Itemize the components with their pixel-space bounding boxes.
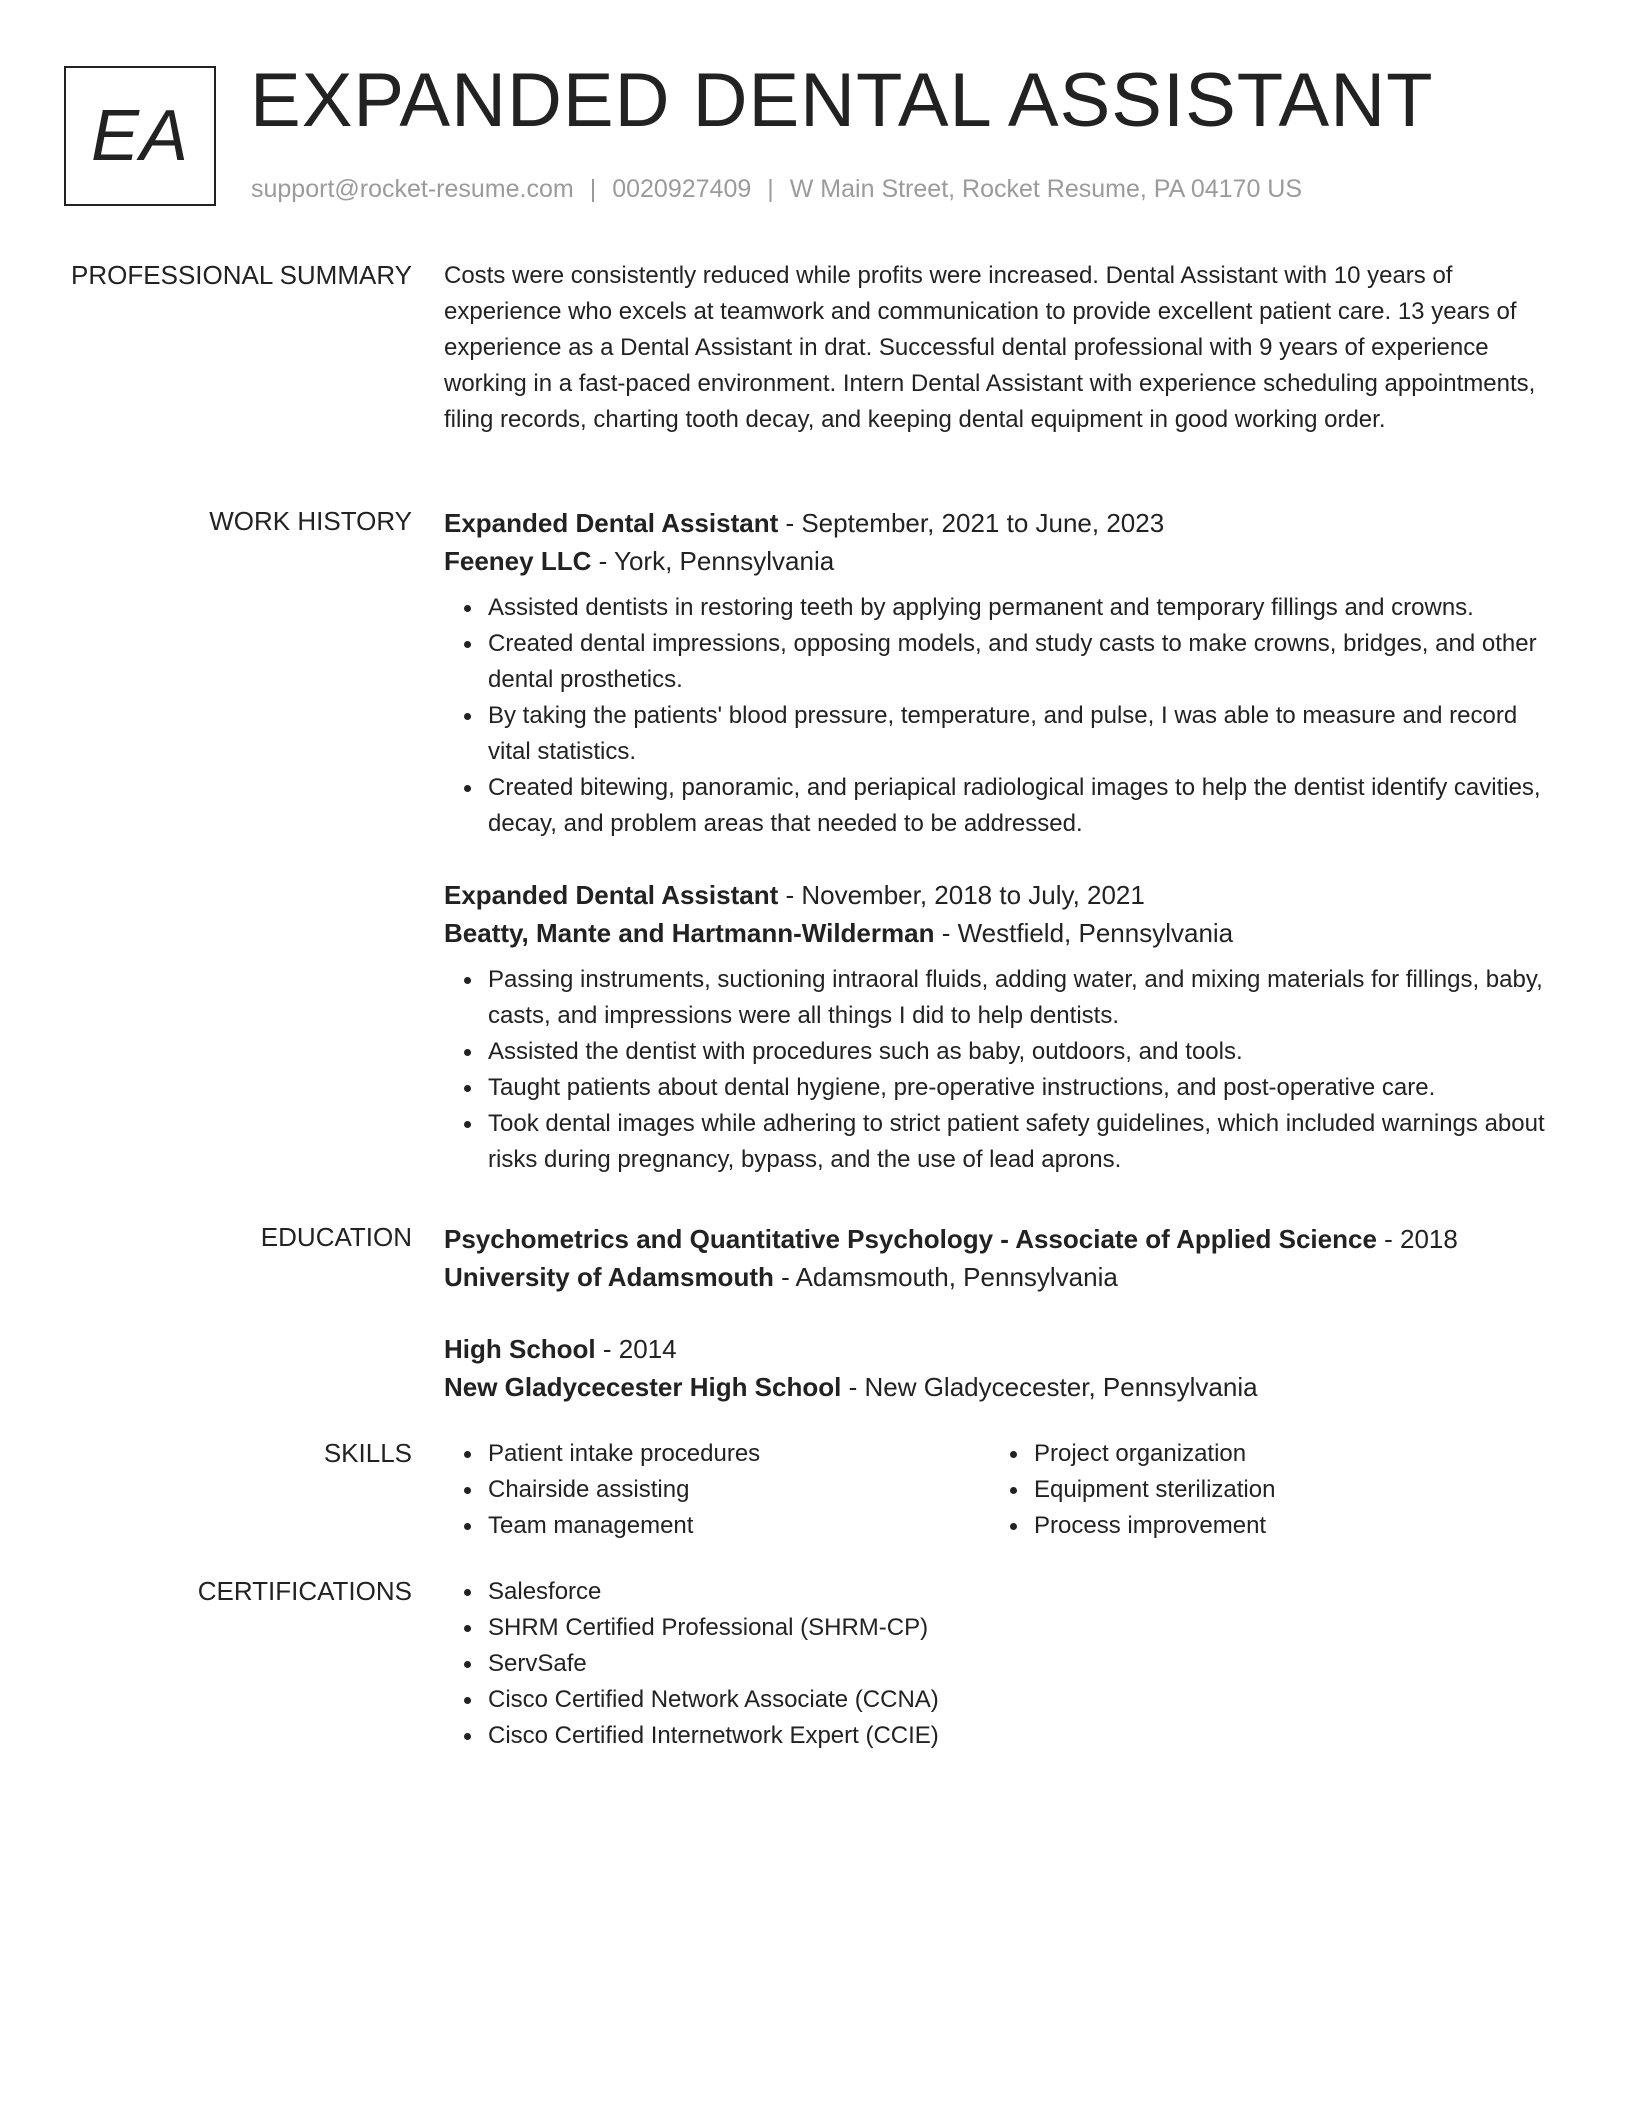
education-year: 2014 bbox=[618, 1334, 677, 1364]
resume-title: EXPANDED DENTAL ASSISTANT bbox=[250, 58, 1434, 143]
education-degree-line: Psychometrics and Quantitative Psychology - Associate of Applied Science - 2018 bbox=[444, 1224, 1458, 1254]
skills-grid bbox=[444, 1436, 1554, 1544]
education-degree: Psychometrics and Quantitative Psychology - Associate of Applied Science bbox=[444, 1224, 1377, 1254]
education-location: Adamsmouth, Pennsylvania bbox=[795, 1262, 1118, 1292]
skills-column-right bbox=[990, 1436, 1536, 1544]
education-entry bbox=[444, 1330, 1554, 1406]
skill-item: Chairside assisting bbox=[488, 1472, 990, 1508]
job-dates: September, 2021 to June, 2023 bbox=[801, 508, 1165, 538]
certifications-body bbox=[444, 1574, 1554, 1754]
job-location: York, Pennsylvania bbox=[614, 546, 835, 576]
education-year: 2018 bbox=[1400, 1224, 1458, 1254]
job-bullets bbox=[444, 590, 1554, 842]
job-company: Beatty, Mante and Hartmann-Wilderman bbox=[444, 918, 935, 948]
certification-item: SHRM Certified Professional (SHRM-CP) bbox=[488, 1610, 1554, 1646]
skill-item: Equipment sterilization bbox=[1034, 1472, 1536, 1508]
job-title-line: Expanded Dental Assistant - November, 2018 to July, 2021 bbox=[444, 880, 1145, 910]
monogram-box bbox=[64, 66, 216, 206]
job-company-line: Feeney LLC - York, Pennsylvania bbox=[444, 546, 835, 576]
contact-line bbox=[251, 174, 1302, 204]
section-label-summary: PROFESSIONAL SUMMARY bbox=[71, 260, 412, 290]
summary-text: Costs were consistently reduced while profits were increased. Dental Assistant with 10 years of experience who excels at teamwork and communication to provide excellent patient care. 13 years of experience as a Dental Assistant in drat. Successful dental professional with 9 years of experience working in a fast-paced environment. Intern Dental Assistant with experience scheduling appointments, filing records, charting tooth decay, and keeping dental equipment in good working order. bbox=[444, 262, 1536, 433]
education-location: New Gladycecester, Pennsylvania bbox=[864, 1372, 1258, 1402]
skill-item: Patient intake procedures bbox=[488, 1436, 990, 1472]
certification-item: Cisco Certified Internetwork Expert (CCIE) bbox=[488, 1718, 1554, 1754]
job-bullet: By taking the patients' blood pressure, temperature, and pulse, I was able to measure and record vital statistics. bbox=[488, 698, 1554, 770]
contact-address: W Main Street, Rocket Resume, PA 04170 US bbox=[789, 175, 1303, 203]
section-label-work-history: WORK HISTORY bbox=[209, 506, 412, 536]
section-label-certifications: CERTIFICATIONS bbox=[197, 1576, 412, 1606]
certification-item: Salesforce bbox=[488, 1574, 1554, 1610]
certifications-list bbox=[444, 1574, 1554, 1754]
education-degree: High School bbox=[444, 1334, 596, 1364]
job-bullet: Took dental images while adhering to strict patient safety guidelines, which included warnings about risks during pregnancy, bypass, and the use of lead aprons. bbox=[488, 1106, 1554, 1178]
job-bullet: Passing instruments, suctioning intraoral fluids, adding water, and mixing materials for fillings, baby, casts, and impressions were all things I did to help dentists. bbox=[488, 962, 1554, 1034]
education-school: University of Adamsmouth bbox=[444, 1262, 774, 1292]
skill-item: Project organization bbox=[1034, 1436, 1536, 1472]
skill-item: Team management bbox=[488, 1508, 990, 1544]
education-school-line: University of Adamsmouth - Adamsmouth, Pennsylvania bbox=[444, 1262, 1118, 1292]
job-bullet: Assisted dentists in restoring teeth by applying permanent and temporary fillings and crowns. bbox=[488, 590, 1554, 626]
job-entry bbox=[444, 504, 1554, 842]
job-title-line: Expanded Dental Assistant - September, 2021 to June, 2023 bbox=[444, 508, 1165, 538]
job-entry bbox=[444, 876, 1554, 1178]
contact-separator: | bbox=[589, 175, 597, 203]
job-company-line: Beatty, Mante and Hartmann-Wilderman - Westfield, Pennsylvania bbox=[444, 918, 1234, 948]
education-entry bbox=[444, 1220, 1554, 1296]
job-company: Feeney LLC bbox=[444, 546, 592, 576]
section-label-education: EDUCATION bbox=[260, 1222, 412, 1252]
skills-column-left bbox=[444, 1436, 990, 1544]
skills-list bbox=[990, 1436, 1536, 1544]
contact-separator: | bbox=[767, 175, 774, 203]
education-school: New Gladycecester High School bbox=[444, 1372, 842, 1402]
contact-phone: 0020927409 bbox=[612, 175, 752, 203]
education-body bbox=[444, 1220, 1554, 1406]
job-bullet: Assisted the dentist with procedures such as baby, outdoors, and tools. bbox=[488, 1034, 1554, 1070]
skill-item: Process improvement bbox=[1034, 1508, 1536, 1544]
education-school-line: New Gladycecester High School - New Gladycecester, Pennsylvania bbox=[444, 1372, 1258, 1402]
job-location: Westfield, Pennsylvania bbox=[957, 918, 1234, 948]
skills-list bbox=[444, 1436, 990, 1544]
job-title: Expanded Dental Assistant bbox=[444, 508, 779, 538]
section-label-skills: SKILLS bbox=[323, 1438, 412, 1468]
job-bullets bbox=[444, 962, 1554, 1178]
monogram-initials: EA bbox=[90, 96, 190, 176]
education-degree-line: High School - 2014 bbox=[444, 1334, 677, 1364]
job-bullet: Created bitewing, panoramic, and periapical radiological images to help the dentist identify cavities, decay, and problem areas that needed to be addressed. bbox=[488, 770, 1554, 842]
work-history-body bbox=[444, 504, 1554, 1178]
job-bullet: Created dental impressions, opposing models, and study casts to make crowns, bridges, and other dental prosthetics. bbox=[488, 626, 1554, 698]
contact-email: support@rocket-resume.com bbox=[251, 175, 574, 203]
job-title: Expanded Dental Assistant bbox=[444, 880, 779, 910]
skills-body bbox=[444, 1436, 1554, 1544]
summary-body bbox=[444, 258, 1554, 438]
job-dates: November, 2018 to July, 2021 bbox=[801, 880, 1145, 910]
certification-item: ServSafe bbox=[488, 1646, 1554, 1682]
certification-item: Cisco Certified Network Associate (CCNA) bbox=[488, 1682, 1554, 1718]
job-bullet: Taught patients about dental hygiene, pre-operative instructions, and post-operative care. bbox=[488, 1070, 1554, 1106]
